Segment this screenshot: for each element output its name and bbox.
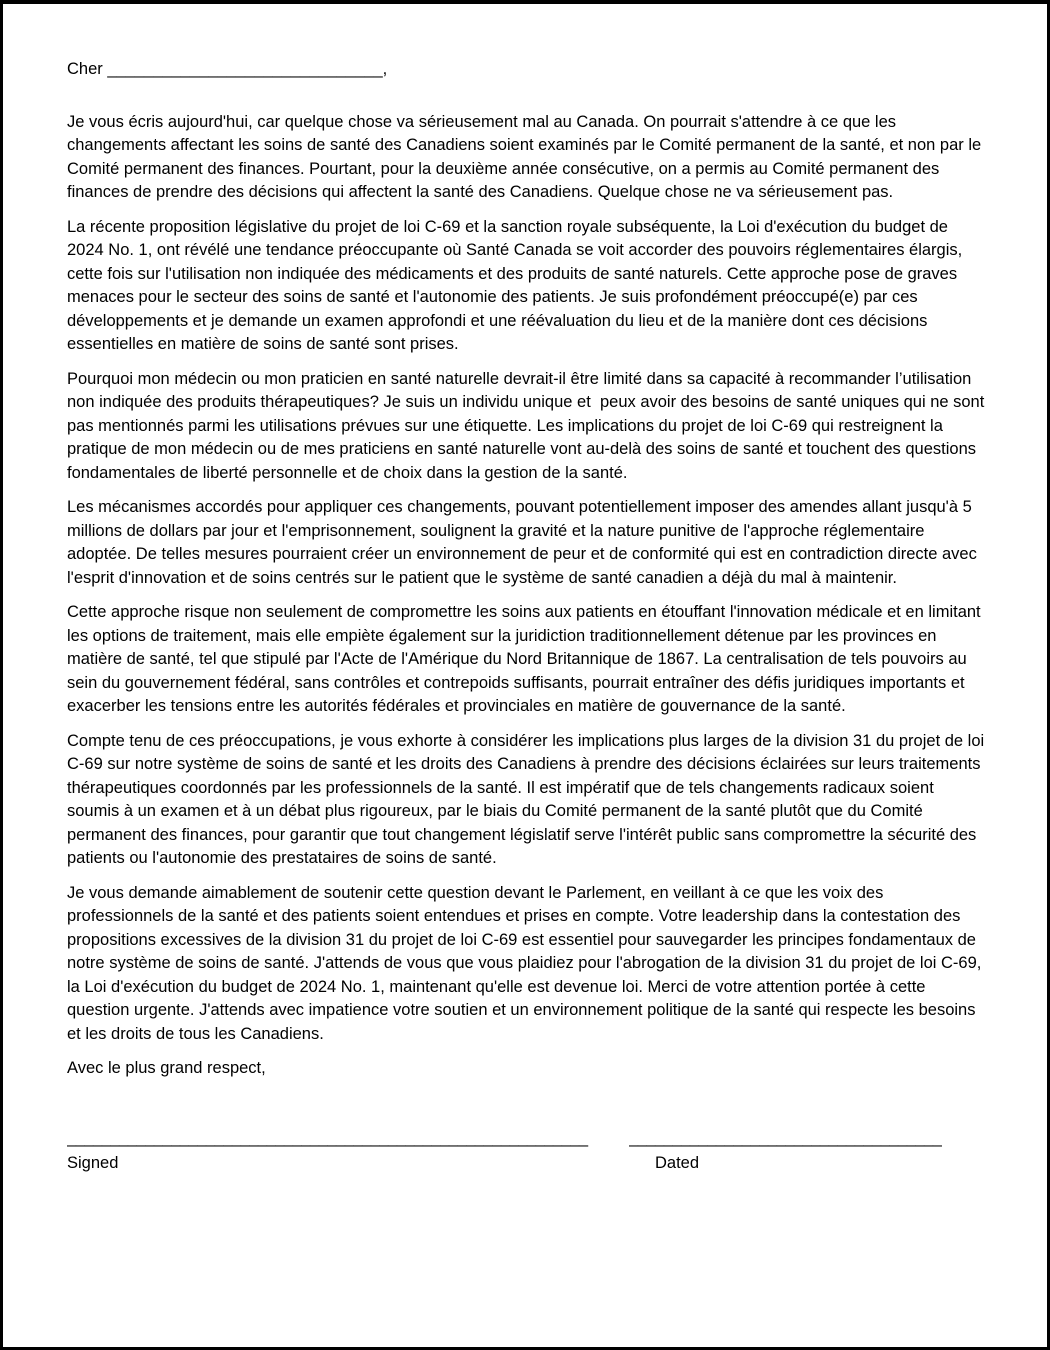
letter-paragraph-4: Les mécanismes accordés pour appliquer ces changements, pouvant potentiellement imposer des amendes allant jusqu'à 5 millions de dollars par jour et l'emprisonnement, soulignent la gravité et la nature punitive de l'approche réglementaire adoptée. De telles mesures pourraient créer un environnement de peur et de conformité qui est en contradiction directe avec l'esprit d'innovation et de soins centrés sur le patient que le système de santé canadien a déjà du mal à maintenir. (67, 498, 982, 587)
signed-label: Signed (67, 1154, 119, 1172)
dated-block (629, 1127, 959, 1176)
closing-line: Avec le plus grand respect, (67, 1059, 266, 1077)
letter-paragraph-1: Je vous écris aujourd'hui, car quelque chose va sérieusement mal au Canada. On pourrait s'attendre à ce que les changements affectant les soins de santé des Canadiens soient examinés par le Comité permanent de la santé, et non par le Comité permanent des finances. Pourtant, pour la deuxième année consécutive, on a permis au Comité permanent des finances de prendre des décisions qui affectent la santé des Canadiens. Quelque chose ne va sérieusement pas. (67, 112, 986, 201)
letter-paragraph-5: Cette approche risque non seulement de compromettre les soins aux patients en étouffant l'innovation médicale et en limitant les options de traitement, mais elle empiète également sur la juridiction traditionnellement détenue par les provinces en matière de santé, tel que stipulé par l'Acte de l'Amérique du Nord Britannique de 1867. La centralisation de tels pouvoirs au sein du gouvernement fédéral, sans contrôles et contrepoids suffisants, pourrait entraîner des défis juridiques importants et exacerber les tensions entre les autorités fédérales et provinciales en matière de gouvernance de la santé. (67, 603, 986, 715)
signature-row (67, 1127, 985, 1176)
signed-block (67, 1127, 615, 1176)
letter-paragraph-6: Compte tenu de ces préoccupations, je vous exhorte à considérer les implications plus larges de la division 31 du projet de loi C-69 sur notre système de soins de santé et les droits des Canadiens à prendre des décisions éclairées sur leurs traitements thérapeutiques coordonnés par les professionnels de la santé. Il est impératif que de tels changements radicaux soient soumis à un examen et à un débat plus rigoureux, par le biais du Comité permanent de la santé plutôt que du Comité permanent des finances, pour garantir que tout changement législatif serve l'intérêt public sans compromettre la sécurité des patients ou l'autonomie des prestataires de soins de santé. (67, 731, 989, 867)
dated-label: Dated (655, 1154, 700, 1172)
signed-blank-line: ____________________________________________________________ (67, 1128, 588, 1147)
letter-paragraph-7: Je vous demande aimablement de soutenir cette question devant le Parlement, en veillant à ce que les voix des professionnels de la santé et des patients soient entendues et prises en compte. Votre leadership dans la contestation des propositions excessives de la division 31 du projet de loi C-69 est essentiel pour sauvegarder les principes fondamentaux de notre système de soins de santé. J'attends de vous que vous plaidiez pour l'abrogation de la division 31 du projet de loi C-69, la Loi d'exécution du budget de 2024 No. 1, maintenant qu'elle est devenue loi. Merci de votre attention portée à cette question urgente. J'attends avec impatience votre soutien et un environnement politique de la santé qui respecte les besoins et les droits de tous les Canadiens. (67, 883, 986, 1043)
letter-paragraph-2: La récente proposition législative du projet de loi C-69 et la sanction royale subséquente, la Loi d'exécution du budget de 2024 No. 1, ont révélé une tendance préoccupante où Santé Canada se voit accorder des pouvoirs réglementaires élargis, cette fois sur l'utilisation non indiquée des médicaments et des produits de santé naturels. Cette approche pose de graves menaces pour le secteur des soins de santé et l'autonomie des patients. Je suis profondément préoccupé(e) par ces développements et je demande un examen approfondi et une réévaluation du lieu et de la manière dont ces décisions essentielles en matière de soins de santé sont prises. (67, 217, 967, 353)
salutation-line: Cher ______________________________, (67, 60, 388, 78)
dated-blank-line: ____________________________________ (629, 1128, 942, 1147)
letter-paragraph-3: Pourquoi mon médecin ou mon praticien en santé naturelle devrait-il être limité dans sa capacité à recommander l’utilisation non indiquée des produits thérapeutiques? Je suis un individu unique et peux avoir des besoins de santé uniques qui ne sont pas mentionnés parmi les utilisations prévues sur une étiquette. Les implications du projet de loi C-69 qui restreignent la pratique de mon médecin ou de mes praticiens en santé naturelle vont au-delà des soins de santé et touchent des questions fondamentales de liberté personnelle et de choix dans la gestion de la santé. (67, 369, 989, 482)
